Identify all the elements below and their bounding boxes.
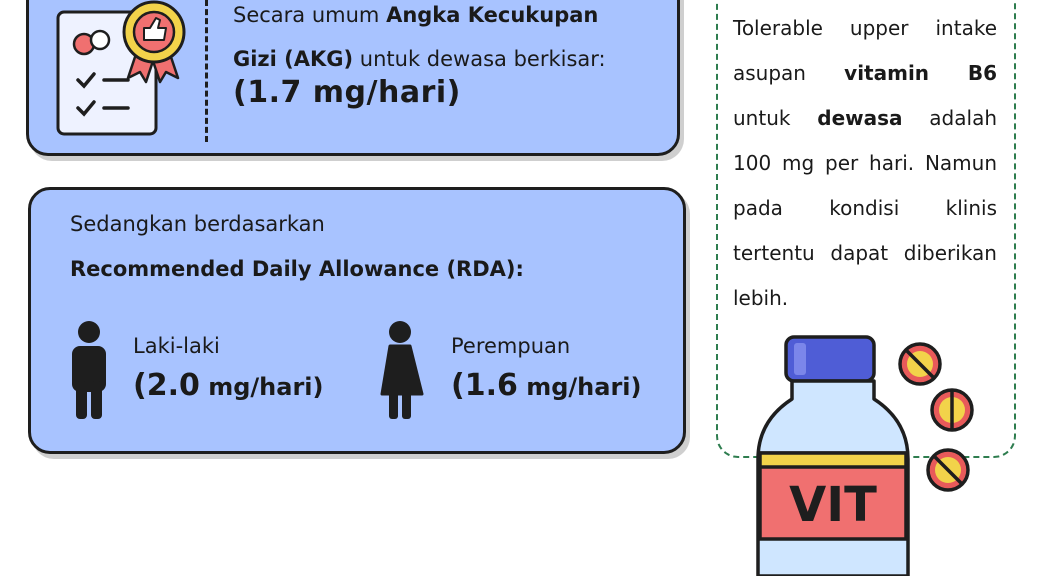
- rda-intro-text: Sedangkan berdasarkan: [70, 212, 325, 236]
- akg-text: [233, 4, 643, 111]
- female-value: [451, 368, 641, 403]
- note-part-1: Tolerable upper intake asupan: [733, 16, 997, 85]
- female-person-icon: [376, 321, 424, 419]
- female-label: Perempuan: [451, 334, 571, 358]
- male-person-icon: [68, 321, 110, 419]
- pill-icon: [928, 386, 976, 434]
- note-part-3: adalah 100 mg per hari. Namun pada kondisi klinis tertentu dapat diberikan lebih.: [733, 106, 997, 310]
- vitamin-bottle-icon: [752, 335, 914, 576]
- female-value-unit: mg/hari): [517, 373, 642, 401]
- checklist-award-icon: [56, 0, 206, 140]
- pill-icon: [924, 446, 972, 494]
- akg-line2-bold: Gizi (AKG): [233, 47, 354, 71]
- male-label: Laki-laki: [133, 334, 220, 358]
- note-part-2: untuk: [733, 106, 818, 130]
- male-value: [133, 368, 323, 403]
- male-value-unit: mg/hari): [199, 373, 324, 401]
- akg-divider: [205, 0, 208, 142]
- akg-line1-bold: Angka Kecukupan: [386, 3, 599, 27]
- note-bold-dewasa: dewasa: [817, 106, 903, 130]
- akg-line2-normal: untuk dewasa berkisar:: [353, 47, 606, 71]
- male-value-number: (2.0: [133, 368, 200, 403]
- note-bold-vitamin: vitamin B6: [844, 61, 997, 85]
- akg-line1-normal: Secara umum: [233, 3, 387, 27]
- rda-intro: [70, 212, 524, 282]
- female-value-number: (1.6: [451, 368, 518, 403]
- bottle-label: VIT: [789, 477, 877, 533]
- akg-value: (1.7 mg/hari): [233, 75, 461, 110]
- rda-title: Recommended Daily Allowance (RDA):: [70, 257, 524, 281]
- note-text: [733, 6, 997, 321]
- pill-icon: [896, 340, 944, 388]
